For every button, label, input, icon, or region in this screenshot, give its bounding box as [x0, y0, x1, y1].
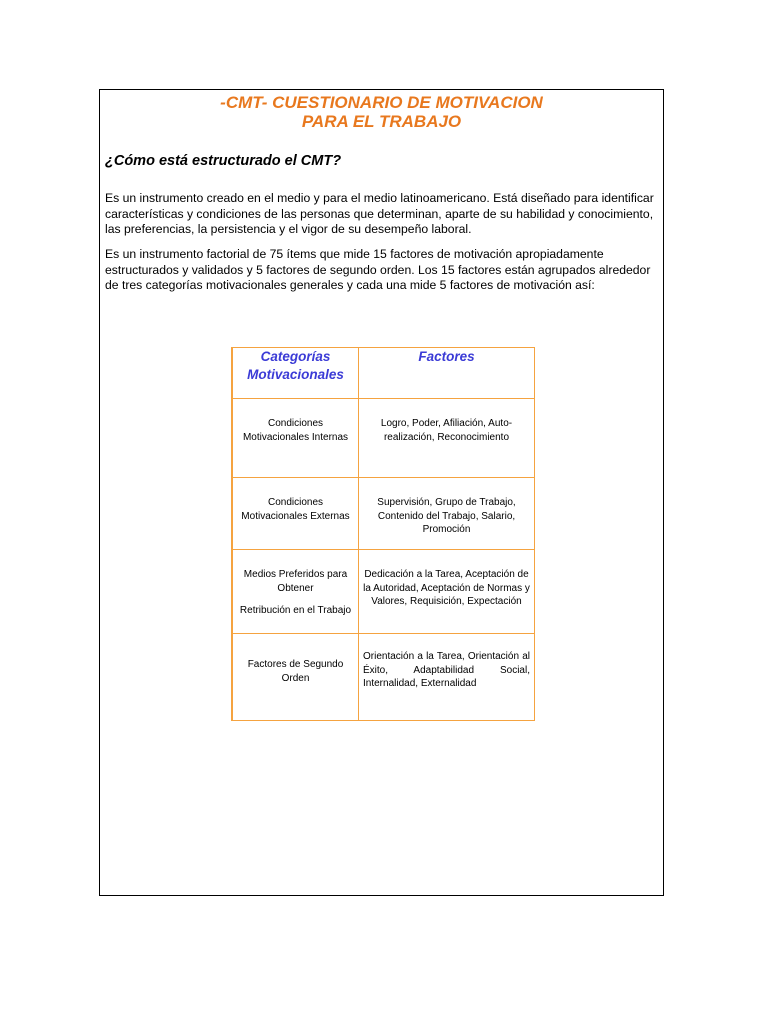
header-categories: Categorías Motivacionales: [247, 349, 344, 382]
section-heading: ¿Cómo está estructurado el CMT?: [105, 153, 342, 169]
factors-text: Dedicación a la Tarea, Aceptación de la Autoridad, Aceptación de Normas y Valores, Requisición, Expectación: [363, 569, 530, 607]
factors-cell: [359, 634, 535, 721]
category-cell: [232, 478, 359, 550]
category-extra-text: Retribución en el Trabajo: [239, 605, 352, 616]
table-header-row: [232, 348, 535, 399]
category-cell: [232, 634, 359, 721]
factors-text: Supervisión, Grupo de Trabajo, Contenido del Trabajo, Salario, Promoción: [377, 497, 516, 535]
paragraph-1: Es un instrumento creado en el medio y para el medio latinoamericano. Está diseñado para identificar características y condiciones de las personas que determinan, aparte de su habilidad y conocimiento, las preferencias, la persistencia y el vigor de su desempeño laboral.: [105, 191, 654, 236]
factors-cell: [359, 478, 535, 550]
category-text: Condiciones Motivacionales Internas: [242, 418, 349, 443]
category-text: Medios Preferidos para Obtener: [243, 569, 348, 594]
table-row: [232, 399, 535, 478]
category-text: Factores de Segundo Orden: [247, 659, 344, 684]
document-title-line1: -CMT- CUESTIONARIO DE MOTIVACION: [220, 93, 543, 112]
factors-text: Orientación a la Tarea, Orientación al Éxito, Adaptabilidad Social, Internalidad, Externalidad: [363, 651, 530, 689]
category-text: Condiciones Motivacionales Externas: [241, 497, 350, 522]
motivation-table: [231, 347, 535, 721]
category-cell: [232, 550, 359, 634]
header-cell-categories: [232, 348, 359, 399]
factors-text: Logro, Poder, Afiliación, Auto-realización, Reconocimiento: [380, 418, 513, 443]
table-row: [232, 634, 535, 721]
table-row: [232, 550, 535, 634]
factors-cell: [359, 399, 535, 478]
table-row: [232, 478, 535, 550]
header-cell-factors: [359, 348, 535, 399]
header-factors: Factores: [418, 349, 475, 364]
document-title-line2: PARA EL TRABAJO: [301, 112, 462, 131]
factors-cell: [359, 550, 535, 634]
category-cell: [232, 399, 359, 478]
paragraph-2: Es un instrumento factorial de 75 ítems que mide 15 factores de motivación apropiadamente estructurados y validados y 5 factores de segundo orden. Los 15 factores están agrupados alrededor de tres categorías motivacionales generales y cada una mide 5 factores de motivación así:: [105, 247, 651, 292]
document-frame: [99, 89, 664, 896]
